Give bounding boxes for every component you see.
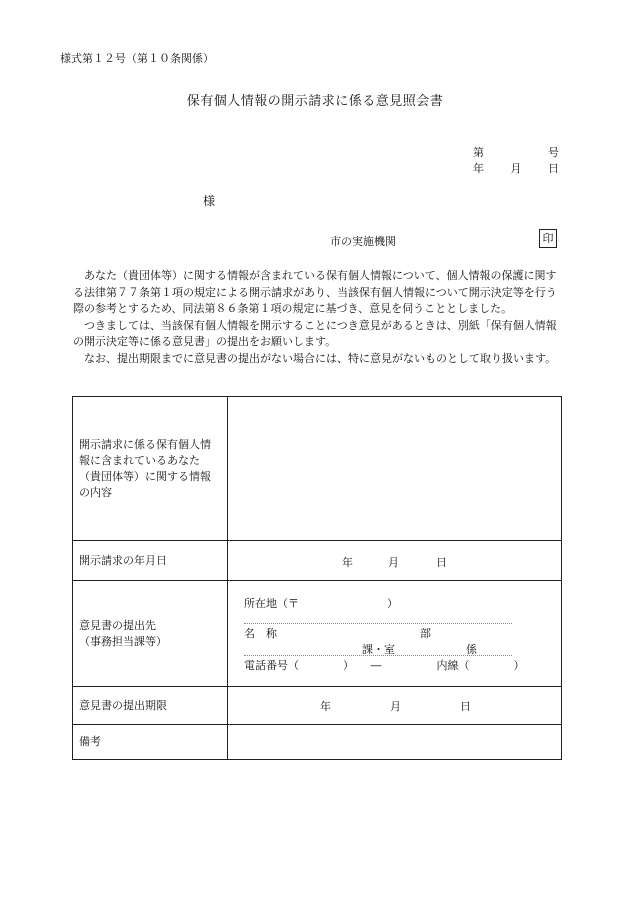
submission-office-label-sub: （事務担当課等） (79, 634, 167, 648)
request-date-day: 日 (436, 556, 447, 569)
table-label-cell (73, 581, 228, 686)
deadline-year: 年 (320, 700, 331, 713)
unit-suffix: 係 (466, 643, 477, 656)
deadline-label: 意見書の提出期限 (79, 698, 167, 712)
info-content-label: 開示請求に係る保有個人情報に含まれているあなた（貴団体等）に関する情報の内容 (79, 437, 211, 499)
deadline-field[interactable] (228, 687, 561, 724)
table-label-cell (73, 397, 228, 540)
body-paragraph-3: なお、提出期限までに意見書の提出がない場合には、特に意見がないものとして取り扱います。 (84, 351, 557, 365)
table-label-cell (73, 725, 228, 759)
form-number: 様式第１２号（第１０条関係） (60, 52, 214, 65)
office-name-label: 名 称 (244, 627, 277, 640)
phone-line: 電話番号（ ） ― 内線（ ） (244, 659, 525, 672)
department-suffix: 部 (420, 627, 431, 640)
date-month: 月 (510, 162, 522, 175)
form-table (72, 396, 562, 760)
table-row-request-date (73, 541, 561, 581)
addressee-honorific: 様 (203, 194, 216, 208)
submission-office-label-main: 意見書の提出先 (79, 618, 156, 632)
dotted-divider (244, 623, 512, 624)
address-line: 所在地（〒 ） (244, 597, 398, 610)
date-year: 年 (473, 162, 484, 175)
section-suffix: 課・室 (362, 643, 395, 656)
body-paragraph-1: あなた（貴団体等）に関する情報が含まれている保有個人情報について、個人情報の保護に関する法律第７７条第１項の規定による開示請求があり、当該保有個人情報について開示決定等を行う際の参考とするため、同法第８６条第１項の規定に基づき、意見を伺うこととしました。 (73, 269, 557, 316)
body-text (73, 268, 567, 368)
document-date-line (473, 160, 559, 176)
table-row-deadline (73, 687, 561, 725)
document-title: 保有個人情報の開示請求に係る意見照会書 (186, 94, 444, 109)
body-paragraph-2: つきましては、当該保有個人情報を開示することにつき意見があるときは、別紙「保有個人情報の開示決定等に係る意見書」の提出をお願いします。 (73, 318, 557, 349)
number-suffix: 号 (548, 146, 559, 159)
info-content-field[interactable] (228, 397, 561, 540)
dotted-divider (244, 655, 512, 656)
remarks-label: 備考 (79, 735, 101, 748)
submission-office-label (79, 618, 167, 650)
table-row-info-content (73, 397, 561, 541)
remarks-field[interactable] (228, 725, 561, 759)
date-day: 日 (548, 162, 559, 175)
request-date-field[interactable] (228, 541, 561, 580)
request-date-label: 開示請求の年月日 (79, 553, 167, 567)
request-date-month: 月 (388, 556, 399, 569)
number-prefix: 第 (473, 146, 484, 159)
table-row-submission-office (73, 581, 561, 687)
table-row-remarks (73, 725, 561, 759)
deadline-day: 日 (460, 700, 471, 713)
table-label-cell (73, 687, 228, 724)
deadline-month: 月 (390, 700, 401, 713)
request-date-year: 年 (342, 556, 353, 569)
submission-office-field[interactable] (228, 581, 561, 686)
seal-box: 印 (539, 229, 557, 248)
sender-organization: 市の実施機関 (330, 235, 396, 248)
document-number-line (473, 144, 559, 160)
table-label-cell (73, 541, 228, 580)
